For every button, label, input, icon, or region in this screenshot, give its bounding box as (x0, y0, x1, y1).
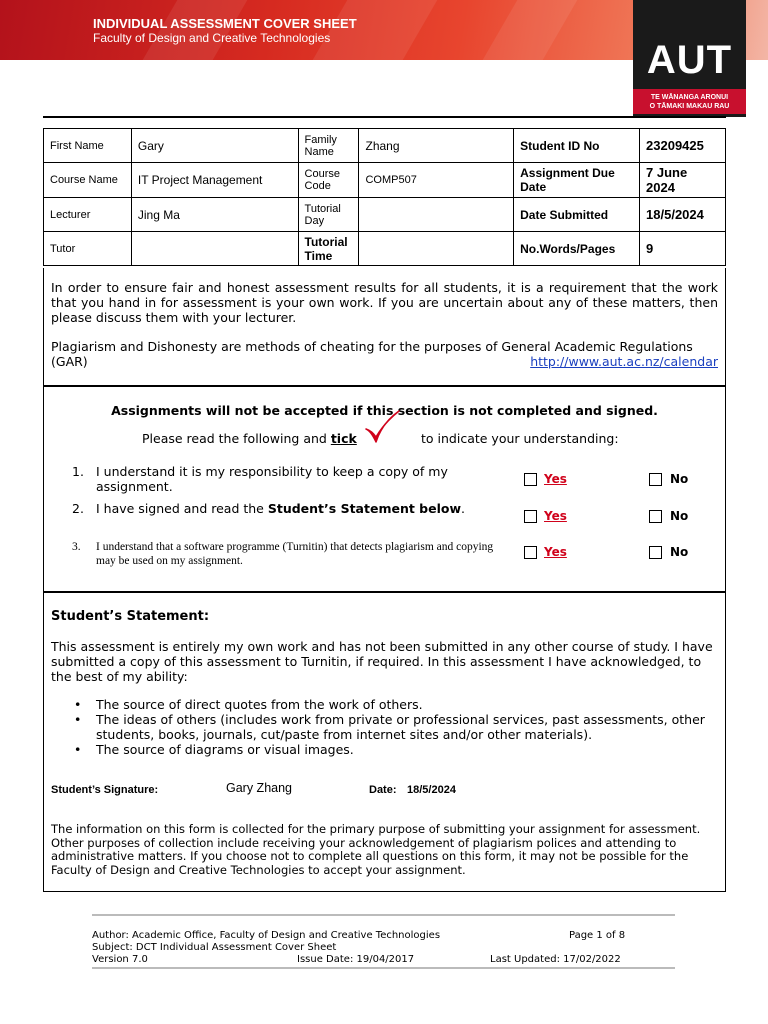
lecturer-label: Lecturer (44, 198, 132, 232)
instruction-text: Please read the following and (142, 431, 331, 446)
footer-rule-top (92, 914, 675, 916)
course-code-value[interactable]: COMP507 (359, 163, 514, 198)
bullet-icon: • (74, 742, 82, 757)
item-text-part: I have signed and read the (96, 501, 268, 516)
tick-icon (362, 409, 402, 445)
course-name-label: Course Name (44, 163, 132, 198)
date-submitted-label: Date Submitted (514, 198, 640, 232)
privacy-notice: The information on this form is collected for the primary purpose of submitting your assignment for assessment. Other purposes of collection include receiving your acknowledgement of plagiarism polices and attending to administrative matters. If you choose not to complete all questions on this form, it may not be possible for the Faculty of Design and Creative Technologies to accept your assignment. (51, 822, 701, 877)
acknowledgement-instruction (142, 431, 357, 446)
bullet-icon: • (74, 712, 82, 727)
item-text-bold: Student’s Statement below (267, 501, 462, 516)
acknowledgement-section (43, 386, 726, 592)
aut-logo (633, 0, 746, 117)
student-info-table (43, 128, 726, 266)
signature-value[interactable]: Gary Zhang (226, 781, 293, 795)
item-number: 3. (72, 541, 81, 553)
tutorial-time-value[interactable] (359, 232, 514, 266)
acknowledgement-title: Assignments will not be accepted if this section is not completed and signed. (111, 403, 658, 418)
date-submitted-value[interactable]: 18/5/2024 (640, 198, 726, 232)
table-row (44, 198, 726, 232)
yes-label-3: Yes (544, 545, 567, 559)
course-name-value[interactable]: IT Project Management (131, 163, 298, 198)
list-item (74, 712, 714, 742)
page-subtitle: Faculty of Design and Creative Technologies (93, 31, 331, 45)
intro-section (43, 268, 726, 386)
yes-checkbox-3[interactable] (524, 546, 537, 559)
list-item-text: The ideas of others (includes work from private or professional services, past assessments, other students, books, journals, cut/paste from internet sites and/or other materials). (96, 712, 705, 742)
date-value[interactable]: 18/5/2024 (407, 784, 456, 796)
course-code-label: Course Code (298, 163, 359, 198)
family-name-label: Family Name (298, 129, 359, 163)
footer-page: Page 1 of 8 (569, 930, 626, 941)
footer-issue-date: Issue Date: 19/04/2017 (297, 954, 415, 965)
due-date-label: Assignment Due Date (514, 163, 640, 198)
footer-last-updated: Last Updated: 17/02/2022 (490, 954, 621, 965)
no-checkbox-1[interactable] (649, 473, 662, 486)
no-checkbox-2[interactable] (649, 510, 662, 523)
table-row (44, 129, 726, 163)
lecturer-value[interactable]: Jing Ma (131, 198, 298, 232)
words-pages-value[interactable]: 9 (640, 232, 726, 266)
statement-body: This assessment is entirely my own work and has not been submitted in any other course of study. I have submitted a copy of this assessment to Turnitin, if required. In this assessment I have acknowledged, to the best of my ability: (51, 639, 713, 684)
yes-label-1: Yes (544, 472, 567, 486)
first-name-label: First Name (44, 129, 132, 163)
footer-version: Version 7.0 (92, 954, 148, 965)
tick-word: tick (330, 431, 357, 446)
no-label-3: No (670, 545, 689, 559)
words-pages-label: No.Words/Pages (514, 232, 640, 266)
logo-text: AUT (646, 38, 733, 82)
gar-statement (51, 339, 718, 369)
student-id-label: Student ID No (514, 129, 640, 163)
yes-label-2: Yes (544, 509, 567, 523)
student-id-value[interactable]: 23209425 (640, 129, 726, 163)
instruction-text-after: to indicate your understanding: (421, 431, 619, 446)
list-item (74, 742, 714, 757)
statement-title: Student’s Statement: (51, 609, 210, 624)
signature-label: Student’s Signature: (51, 784, 159, 796)
yes-checkbox-2[interactable] (524, 510, 537, 523)
family-name-value[interactable]: Zhang (359, 129, 514, 163)
header-rule (43, 116, 726, 118)
list-item-text: The source of direct quotes from the work of others. (96, 697, 423, 712)
footer (92, 930, 675, 970)
gar-text: Plagiarism and Dishonesty are methods of cheating for the purposes of General Academic Regulations (GAR) (51, 339, 693, 369)
date-label: Date: (369, 784, 397, 796)
table-row (44, 232, 726, 266)
tutorial-day-label: Tutorial Day (298, 198, 359, 232)
no-checkbox-3[interactable] (649, 546, 662, 559)
student-statement-section (43, 592, 726, 892)
logo-tagline-line2: O TĀMAKI MAKAU RAU (649, 103, 730, 110)
list-item-text: The source of diagrams or visual images. (96, 742, 354, 757)
table-row (44, 163, 726, 198)
statement-list (74, 697, 714, 757)
due-date-value[interactable]: 7 June 2024 (640, 163, 726, 198)
tutorial-time-label: Tutorial Time (298, 232, 359, 266)
item-number: 2. (72, 501, 84, 516)
item-text: I understand that a software programme (Turnitin) that detects plagiarism and copying may be used on my assignment. (96, 541, 494, 567)
intro-paragraph: In order to ensure fair and honest assessment results for all students, it is a requirement that the work that you hand in for assessment is your own work. If you are uncertain about any of these matters, then please discuss them with your lecturer. (51, 280, 718, 325)
no-label-1: No (670, 472, 689, 486)
checklist-item-3 (72, 540, 512, 570)
yes-checkbox-1[interactable] (524, 473, 537, 486)
first-name-value[interactable]: Gary (131, 129, 298, 163)
item-text: I understand it is my responsibility to keep a copy of my assignment. (96, 464, 448, 494)
page-title: INDIVIDUAL ASSESSMENT COVER SHEET (93, 16, 357, 31)
tutor-label: Tutor (44, 232, 132, 266)
item-text-part: . (461, 501, 466, 516)
item-number: 1. (72, 464, 84, 479)
logo-tagline (633, 89, 746, 114)
list-item (74, 697, 714, 712)
tutorial-day-value[interactable] (359, 198, 514, 232)
checklist-item-1 (72, 464, 512, 496)
calendar-link[interactable]: http://www.aut.ac.nz/calendar (530, 354, 718, 369)
tutor-value[interactable] (131, 232, 298, 266)
bullet-icon: • (74, 697, 82, 712)
logo-tagline-line1: TE WĀNANGA ARONUI (650, 94, 729, 101)
banner-facet (483, 0, 578, 60)
item-text (96, 501, 506, 516)
footer-subject: Subject: DCT Individual Assessment Cover Sheet (92, 942, 337, 953)
footer-rule-bottom (92, 967, 675, 969)
no-label-2: No (670, 509, 689, 523)
checklist-item-2 (72, 501, 512, 519)
footer-author: Author: Academic Office, Faculty of Design and Creative Technologies (92, 930, 441, 941)
